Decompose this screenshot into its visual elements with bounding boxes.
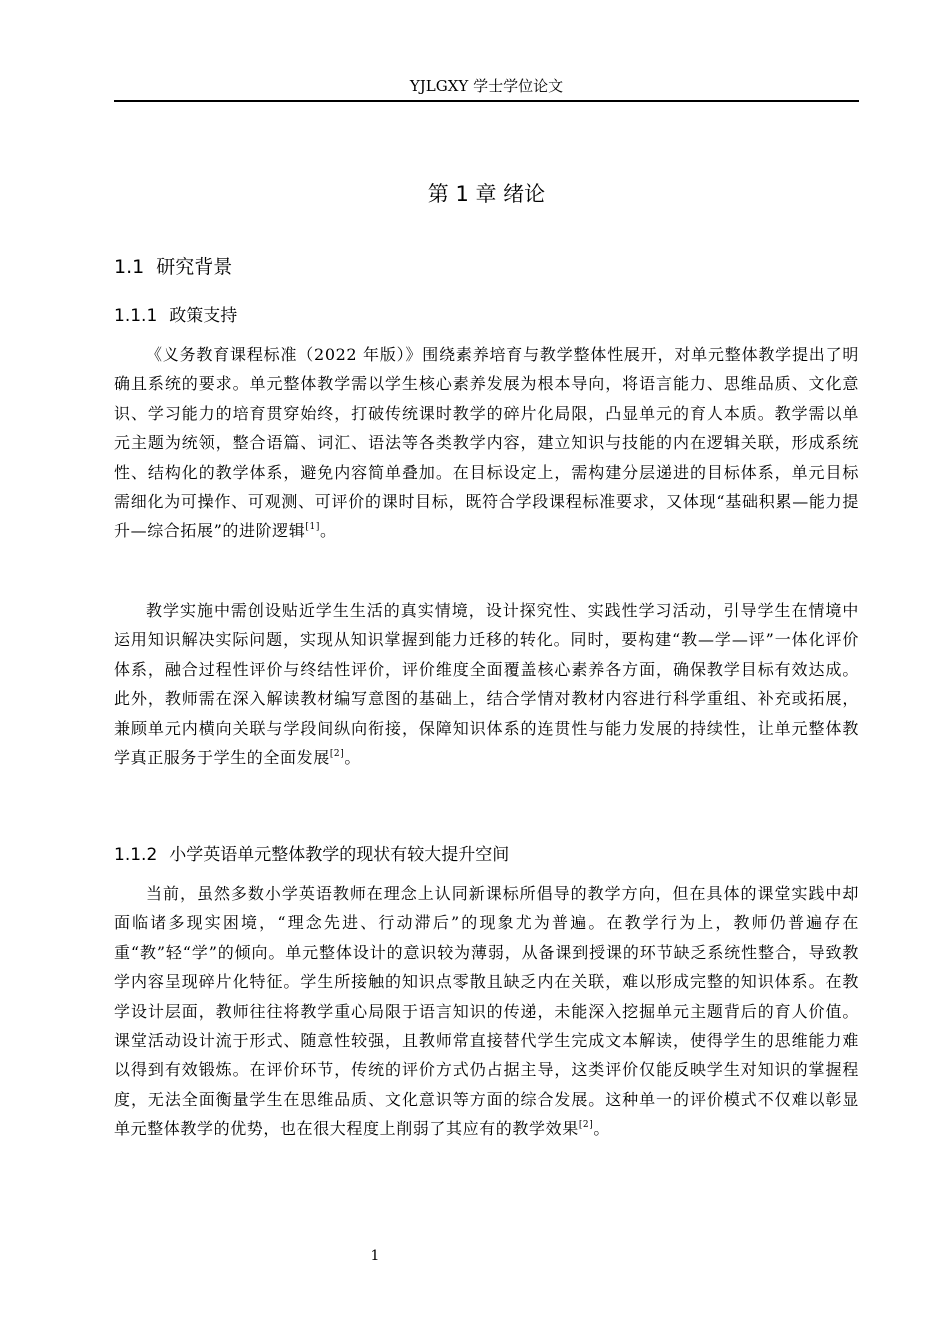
citation-marker: [2] xyxy=(329,749,345,760)
section-heading-1-1-2 xyxy=(114,843,509,867)
section-title: 研究背景 xyxy=(156,256,233,278)
section-number: 1.1 xyxy=(114,256,145,278)
paragraph-text: 教学实施中需创设贴近学生生活的真实情境，设计探究性、实践性学习活动，引导学生在情境中运用知识解决实际问题，实现从知识掌握到能力迁移的转化。同时，要构建“教—学—评”一体化评价体系，融合过程性评价与终结性评价，评价维度全面覆盖核心素养各方面，确保教学目标有效达成。此外，教师需在深入解读教材编写意图的基础上，结合学情对教材内容进行科学重组、补充或拓展，兼顾单元内横向关联与学段间纵向衔接，保障知识体系的连贯性与能力发展的持续性，让单元整体教学真正服务于学生的全面发展 xyxy=(114,601,859,768)
running-header: YJLGXY 学士学位论文 xyxy=(409,77,564,95)
section-heading-1-1-1 xyxy=(114,304,237,328)
paragraph-end: 。 xyxy=(593,1119,610,1139)
paragraph-end: 。 xyxy=(344,748,361,768)
citation-marker: [2] xyxy=(578,1120,594,1131)
section-title: 小学英语单元整体教学的现状有较大提升空间 xyxy=(169,845,510,865)
body-paragraph xyxy=(114,879,859,1144)
paragraph-end: 。 xyxy=(319,521,337,541)
section-number: 1.1.1 xyxy=(114,306,158,326)
paragraph-text: 《义务教育课程标准（2022 年版）》围绕素养培育与教学整体性展开，对单元整体教学提出了明确且系统的要求。单元整体教学需以学生核心素养发展为根本导向，将语言能力、思维品质、文化意识、学习能力的培育贯穿始终，打破传统课时教学的碎片化局限，凸显单元的育人本质。教学需以单元主题为统领，整合语篇、词汇、语法等各类教学内容，建立知识与技能的内在逻辑关联，形成系统性、结构化的教学体系，避免内容简单叠加。在目标设定上，需构建分层递进的目标体系，单元目标需细化为可操作、可观测、可评价的课时目标，既符合学段课程标准要求，又体现“基础积累—能力提升—综合拓展”的进阶逻辑 xyxy=(114,345,859,541)
header-rule xyxy=(114,100,859,102)
section-heading-1-1 xyxy=(114,254,232,280)
paragraph-text: 当前，虽然多数小学英语教师在理念上认同新课标所倡导的教学方向，但在具体的课堂实践中却面临诸多现实困境，“理念先进、行动滞后”的现象尤为普遍。在教学行为上，教师仍普遍存在重“教”轻“学”的倾向。单元整体设计的意识较为薄弱，从备课到授课的环节缺乏系统性整合，导致教学内容呈现碎片化特征。学生所接触的知识点零散且缺乏内在关联，难以形成完整的知识体系。在教学设计层面，教师往往将教学重心局限于语言知识的传递，未能深入挖掘单元主题背后的育人价值。课堂活动设计流于形式、随意性较强，且教师常直接替代学生完成文本解读，使得学生的思维能力难以得到有效锻炼。在评价环节，传统的评价方式仍占据主导，这类评价仅能反映学生对知识的掌握程度，无法全面衡量学生在思维品质、文化意识等方面的综合发展。这种单一的评价模式不仅难以彰显单元整体教学的优势，也在很大程度上削弱了其应有的教学效果 xyxy=(114,884,859,1139)
chapter-title: 第 1 章 绪论 xyxy=(427,182,546,206)
section-title: 政策支持 xyxy=(169,306,238,326)
citation-marker: [1] xyxy=(305,522,320,533)
page-number: 1 xyxy=(370,1248,380,1264)
body-paragraph xyxy=(114,340,859,546)
body-paragraph xyxy=(114,596,859,772)
section-number: 1.1.2 xyxy=(114,845,158,865)
